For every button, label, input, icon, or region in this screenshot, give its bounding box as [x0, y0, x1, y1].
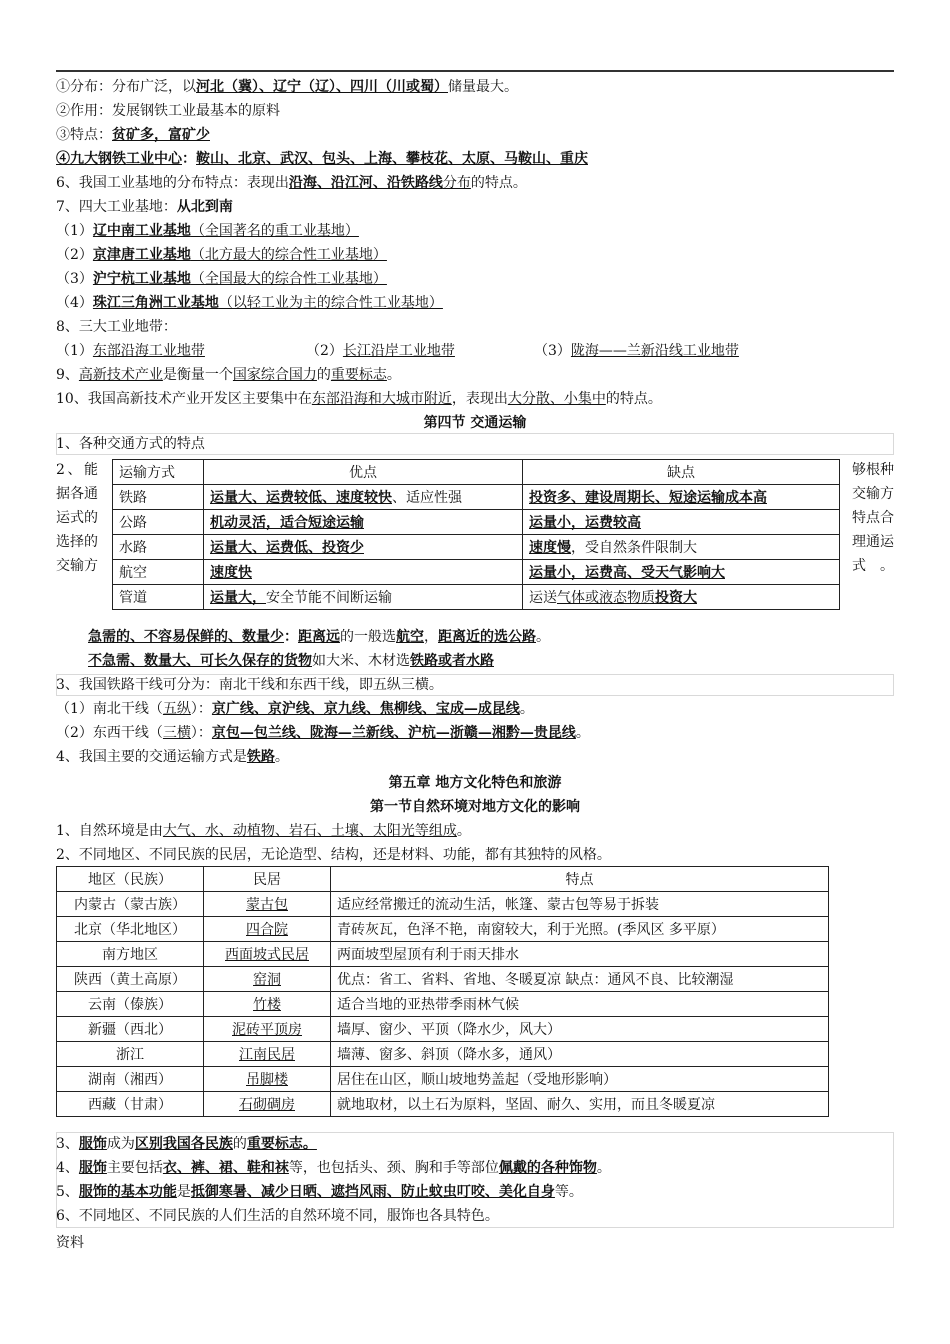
table-header-row — [57, 867, 829, 892]
pro-cell: 运量大、运费较低、速度较快、适应性强 — [204, 485, 523, 510]
feature-cell: 墙厚、窗少、平顶（降水少，风大） — [331, 1017, 829, 1042]
transport-q4: 4、我国主要的交通运输方式是铁路。 — [56, 749, 289, 765]
table-header-row — [113, 460, 840, 485]
industry-q7: 7、四大工业基地：从北到南 — [56, 199, 233, 215]
house-cell: 四合院 — [204, 917, 331, 942]
header-rule — [56, 70, 894, 72]
con-cell: 运送气体或液态物质投资大 — [523, 585, 840, 610]
section-title-culture: 第一节自然环境对地方文化的影响 — [370, 799, 580, 815]
table-row — [57, 1092, 829, 1117]
industry-base-2: （2）京津唐工业基地（北方最大的综合性工业基地） — [56, 247, 387, 263]
transport-right-text: 够根种交输方特点合理通运式。 — [852, 462, 894, 574]
table-header: 优点 — [204, 460, 523, 485]
mineral-distribution: ①分布：分布广泛，以河北（冀）、辽宁（辽）、四川（川或蜀）储量最大。 — [56, 79, 518, 95]
transport-left-text: 2、能据各通运式的选择的交输方 — [56, 462, 98, 574]
region-cell: 新疆（西北） — [57, 1017, 204, 1042]
house-cell: 竹楼 — [204, 992, 331, 1017]
transport-table — [112, 459, 840, 610]
feature-cell: 适合当地的亚热带季雨林气候 — [331, 992, 829, 1017]
industry-q8: 8、三大工业地带： — [56, 319, 177, 335]
culture-q4: 4、服饰主要包括衣、裤、裙、鞋和袜等，也包括头、颈、胸和手等部位佩戴的各种饰物。 — [56, 1160, 611, 1176]
culture-q2: 2、不同地区、不同民族的民居，无论造型、结构，还是材料、功能，都有其独特的风格。 — [56, 847, 611, 863]
chapter-title: 第五章 地方文化特色和旅游 — [388, 775, 562, 791]
culture-q1: 1、自然环境是由大气、水、动植物、岩石、土壤、太阳光等组成。 — [56, 823, 471, 839]
table-header: 民居 — [204, 867, 331, 892]
feature-cell: 适应经常搬迁的流动生活，帐篷、蒙古包等易于拆装 — [331, 892, 829, 917]
table-row — [57, 992, 829, 1017]
culture-q3: 3、服饰成为区别我国各民族的重要标志。 — [56, 1136, 317, 1152]
mineral-feature: ③特点：贫矿多，富矿少 — [56, 127, 210, 143]
con-cell: 运量小，运费较高 — [523, 510, 840, 535]
feature-cell: 就地取材，以土石为原料，坚固、耐久、实用，而且冬暖夏凉 — [331, 1092, 829, 1117]
mode-cell: 管道 — [113, 585, 204, 610]
house-cell: 西面坡式民居 — [204, 942, 331, 967]
table-header: 运输方式 — [113, 460, 204, 485]
pro-cell: 机动灵活，适合短途运输 — [204, 510, 523, 535]
transport-q3: 3、我国铁路干线可分为：南北干线和东西干线，即五纵三横。 — [56, 677, 443, 693]
table-row — [113, 560, 840, 585]
footer-label: 资料 — [56, 1235, 84, 1251]
house-cell: 泥砖平顶房 — [204, 1017, 331, 1042]
feature-cell: 优点：省工、省料、省地、冬暖夏凉 缺点：通风不良、比较潮湿 — [331, 967, 829, 992]
table-row — [113, 510, 840, 535]
pro-cell: 运量大，安全节能不间断运输 — [204, 585, 523, 610]
region-cell: 南方地区 — [57, 942, 204, 967]
table-row — [57, 892, 829, 917]
table-row — [113, 535, 840, 560]
table-header: 特点 — [331, 867, 829, 892]
region-cell: 北京（华北地区） — [57, 917, 204, 942]
culture-q5: 5、服饰的基本功能是抵御寒暑、减少日晒、遮挡风雨、防止蚊虫叮咬、美化自身等。 — [56, 1184, 583, 1200]
industry-q10: 10、我国高新技术产业开发区主要集中在东部沿海和大城市附近，表现出大分散、小集中的特点。 — [56, 391, 662, 407]
feature-cell: 居住在山区，顺山坡地势盖起（受地形影响） — [331, 1067, 829, 1092]
con-cell: 运量小，运费高、受天气影响大 — [523, 560, 840, 585]
region-cell: 西藏（甘肃） — [57, 1092, 204, 1117]
feature-cell: 墙薄、窗多、斜顶（降水多，通风） — [331, 1042, 829, 1067]
industry-q6: 6、我国工业基地的分布特点：表现出沿海、沿江河、沿铁路线分布的特点。 — [56, 175, 527, 191]
region-cell: 湖南（湘西） — [57, 1067, 204, 1092]
steel-centers: ④九大钢铁工业中心：鞍山、北京、武汉、包头、上海、攀枝花、太原、马鞍山、重庆 — [56, 151, 588, 167]
table-row — [57, 967, 829, 992]
table-row — [113, 585, 840, 610]
pro-cell: 速度快 — [204, 560, 523, 585]
region-cell: 陕西（黄土高原） — [57, 967, 204, 992]
feature-cell: 青砖灰瓦，色泽不艳，南窗较大，利于光照。(季风区 多平原） — [331, 917, 829, 942]
mode-cell: 公路 — [113, 510, 204, 535]
mineral-function: ②作用：发展钢铁工业最基本的原料 — [56, 103, 280, 119]
railway-ns: （1）南北干线（五纵）：京广线、京沪线、京九线、焦柳线、宝成—成昆线。 — [56, 701, 534, 717]
con-cell: 投资多、建设周期长、短途运输成本高 — [523, 485, 840, 510]
culture-q6: 6、不同地区、不同民族的人们生活的自然环境不同，服饰也各具特色。 — [56, 1208, 499, 1224]
industry-base-4: （4）珠江三角洲工业基地（以轻工业为主的综合性工业基地） — [56, 295, 443, 311]
house-cell: 蒙古包 — [204, 892, 331, 917]
con-cell: 速度慢，受自然条件限制大 — [523, 535, 840, 560]
railway-ew: （2）东西干线（三横）：京包—包兰线、陇海—兰新线、沪杭—浙赣—湘黔—贵昆线。 — [56, 725, 590, 741]
mode-cell: 水路 — [113, 535, 204, 560]
table-header: 缺点 — [523, 460, 840, 485]
industry-belt-3: （3）陇海——兰新沿线工业地带 — [534, 343, 739, 359]
house-cell: 石砌碉房 — [204, 1092, 331, 1117]
table-row — [113, 485, 840, 510]
table-row — [57, 1067, 829, 1092]
transport-q1: 1、各种交通方式的特点 — [56, 436, 205, 452]
region-cell: 云南（傣族） — [57, 992, 204, 1017]
industry-q9: 9、高新技术产业是衡量一个国家综合国力的重要标志。 — [56, 367, 401, 383]
housing-table — [56, 866, 829, 1117]
region-cell: 内蒙古（蒙古族） — [57, 892, 204, 917]
pro-cell: 运量大、运费低、投资少 — [204, 535, 523, 560]
industry-belt-1: （1）东部沿海工业地带 — [56, 343, 205, 359]
mode-cell: 航空 — [113, 560, 204, 585]
industry-base-3: （3）沪宁杭工业基地（全国最大的综合性工业基地） — [56, 271, 387, 287]
feature-cell: 两面坡型屋顶有利于雨天排水 — [331, 942, 829, 967]
industry-belt-2: （2）长江沿岸工业地带 — [306, 343, 455, 359]
table-row — [57, 1042, 829, 1067]
house-cell: 江南民居 — [204, 1042, 331, 1067]
table-row — [57, 917, 829, 942]
table-row — [57, 1017, 829, 1042]
transport-urgent: 急需的、不容易保鲜的、数量少：距离远的一般选航空，距离近的选公路。 — [88, 629, 550, 645]
table-row — [57, 942, 829, 967]
table-header: 地区（民族） — [57, 867, 204, 892]
mode-cell: 铁路 — [113, 485, 204, 510]
transport-bulk: 不急需、数量大、可长久保存的货物如大米、木材选铁路或者水路 — [88, 653, 494, 669]
house-cell: 窑洞 — [204, 967, 331, 992]
region-cell: 浙江 — [57, 1042, 204, 1067]
industry-base-1: （1）辽中南工业基地（全国著名的重工业基地） — [56, 223, 359, 239]
house-cell: 吊脚楼 — [204, 1067, 331, 1092]
section-title-transport: 第四节 交通运输 — [423, 415, 527, 431]
